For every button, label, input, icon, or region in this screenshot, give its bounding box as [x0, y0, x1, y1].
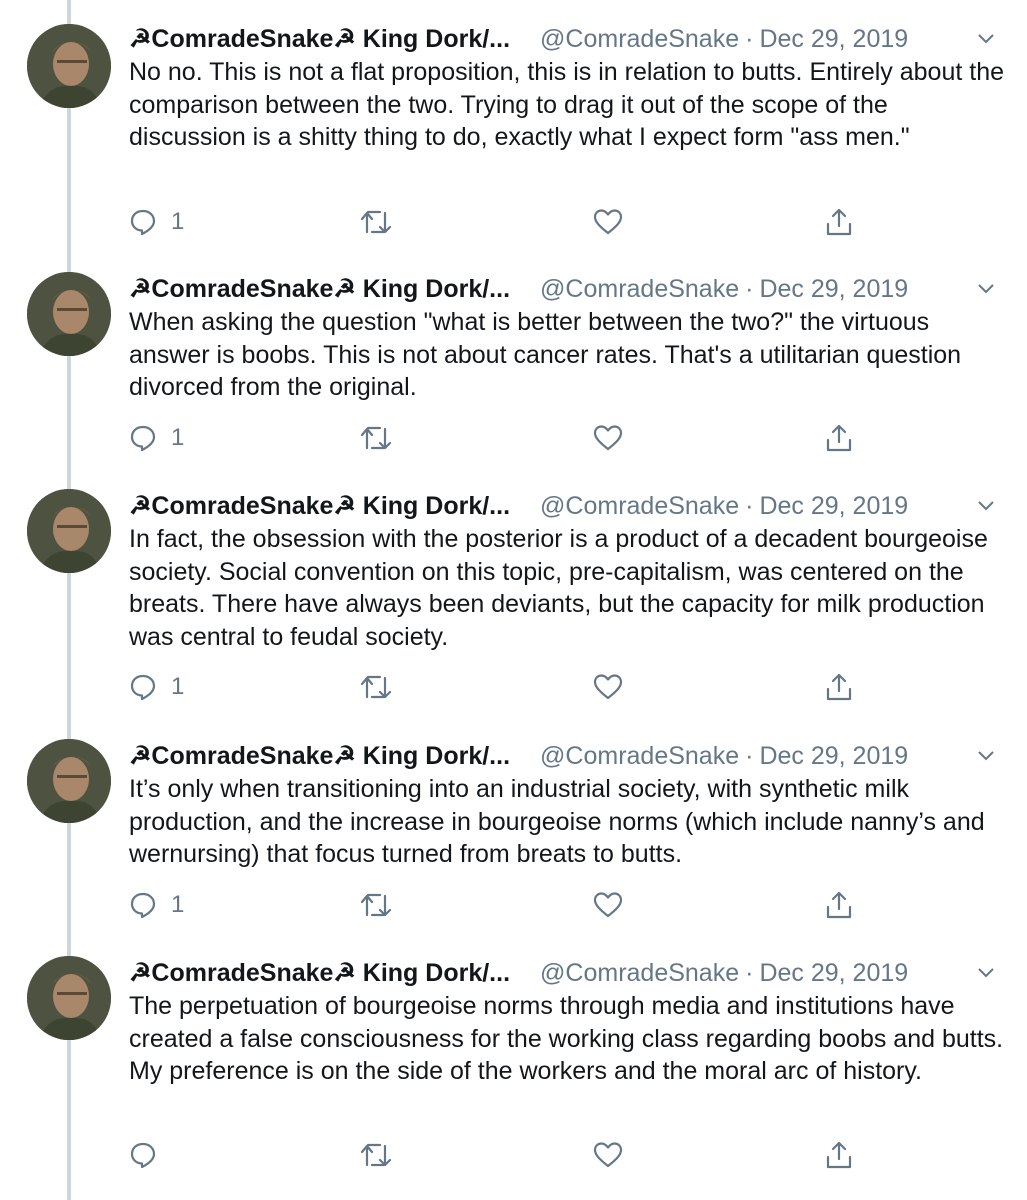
author-name[interactable]: ☭ComradeSnake☭ King Dork/...	[129, 275, 511, 303]
share-icon	[825, 207, 853, 237]
avatar[interactable]	[27, 272, 111, 356]
reply-icon	[129, 891, 157, 919]
tweet-text: The perpetuation of bourgeoise norms through media and institutions have created a false consciousness for the working class regarding boobs and butts. My preference is on the side of the workers and the moral arc of history.	[129, 992, 1004, 1085]
author-name[interactable]: ☭ComradeSnake☭ King Dork/...	[129, 492, 511, 520]
like-button[interactable]	[593, 1135, 623, 1175]
chevron-down-icon[interactable]	[973, 743, 999, 769]
avatar[interactable]	[27, 956, 111, 1040]
retweet-button[interactable]	[360, 885, 392, 925]
retweet-icon	[360, 673, 392, 701]
reply-icon	[129, 673, 157, 701]
tweet-actions	[129, 885, 889, 925]
chevron-down-icon[interactable]	[973, 26, 999, 52]
reply-icon	[129, 208, 157, 236]
like-button[interactable]	[593, 885, 623, 925]
tweet-actions	[129, 202, 889, 242]
separator-dot: ·	[745, 25, 754, 53]
like-icon	[593, 424, 623, 452]
like-button[interactable]	[593, 667, 623, 707]
like-button[interactable]	[593, 418, 623, 458]
tweet-actions	[129, 418, 889, 458]
retweet-button[interactable]	[360, 667, 392, 707]
reply-icon	[129, 1141, 157, 1169]
author-name[interactable]: ☭ComradeSnake☭ King Dork/...	[129, 742, 511, 770]
reply-button[interactable]	[129, 667, 184, 707]
tweet-header	[129, 739, 1009, 773]
tweet-header	[129, 272, 1009, 306]
author-handle[interactable]: @ComradeSnake	[540, 959, 740, 987]
avatar[interactable]	[27, 739, 111, 823]
author-handle[interactable]: @ComradeSnake	[540, 25, 740, 53]
like-icon	[593, 1141, 623, 1169]
tweet-text: It’s only when transitioning into an industrial society, with synthetic milk production, and the increase in bourgeoise norms (which include nanny’s and wernursing) that focus turned from breats to butts.	[129, 775, 985, 868]
tweet-text: In fact, the obsession with the posterior is a product of a decadent bourgeoise society. Social convention on this topic, pre-capitalism, was centered on the breats. There have always been deviants, but the capacity for milk production was central to feudal society.	[129, 525, 988, 651]
author-name[interactable]: ☭ComradeSnake☭ King Dork/...	[129, 959, 511, 987]
avatar[interactable]	[27, 489, 111, 573]
reply-button[interactable]	[129, 202, 184, 242]
share-button[interactable]	[825, 202, 853, 242]
retweet-button[interactable]	[360, 1135, 392, 1175]
author-name[interactable]: ☭ComradeSnake☭ King Dork/...	[129, 25, 511, 53]
chevron-down-icon[interactable]	[973, 960, 999, 986]
retweet-icon	[360, 424, 392, 452]
share-button[interactable]	[825, 418, 853, 458]
tweet-text: When asking the question "what is better between the two?" the virtuous answer is boobs. This is not about cancer rates. That's a utilitarian question divorced from the original.	[129, 308, 962, 401]
separator-dot: ·	[745, 275, 754, 303]
tweet-date[interactable]: Dec 29, 2019	[759, 959, 909, 987]
share-button[interactable]	[825, 667, 853, 707]
author-handle[interactable]: @ComradeSnake	[540, 275, 740, 303]
like-icon	[593, 208, 623, 236]
tweet-header	[129, 489, 1009, 523]
tweet-text: No no. This is not a flat proposition, this is in relation to butts. Entirely about the comparison between the two. Trying to drag it out of the scope of the discussion is a shitty thing to do, exactly what I expect form "ass men."	[129, 58, 1005, 151]
retweet-icon	[360, 208, 392, 236]
retweet-icon	[360, 891, 392, 919]
reply-count: 1	[171, 208, 185, 235]
reply-button[interactable]	[129, 418, 184, 458]
tweet-date[interactable]: Dec 29, 2019	[759, 25, 909, 53]
share-button[interactable]	[825, 1135, 853, 1175]
retweet-button[interactable]	[360, 202, 392, 242]
separator-dot: ·	[745, 959, 754, 987]
retweet-icon	[360, 1141, 392, 1169]
share-icon	[825, 423, 853, 453]
author-handle[interactable]: @ComradeSnake	[540, 742, 740, 770]
tweet-actions	[129, 1135, 889, 1175]
share-icon	[825, 1140, 853, 1170]
tweet-header	[129, 22, 1009, 56]
reply-button[interactable]	[129, 1135, 171, 1175]
tweet-header	[129, 956, 1009, 990]
reply-button[interactable]	[129, 885, 184, 925]
share-icon	[825, 890, 853, 920]
reply-count: 1	[171, 673, 185, 700]
reply-count: 1	[171, 424, 185, 451]
reply-count: 1	[171, 891, 185, 918]
avatar[interactable]	[27, 24, 111, 108]
like-icon	[593, 891, 623, 919]
tweet-date[interactable]: Dec 29, 2019	[759, 742, 909, 770]
like-icon	[593, 673, 623, 701]
reply-icon	[129, 424, 157, 452]
author-handle[interactable]: @ComradeSnake	[540, 492, 740, 520]
tweet-actions	[129, 667, 889, 707]
separator-dot: ·	[745, 742, 754, 770]
retweet-button[interactable]	[360, 418, 392, 458]
share-icon	[825, 672, 853, 702]
chevron-down-icon[interactable]	[973, 276, 999, 302]
tweet-date[interactable]: Dec 29, 2019	[759, 275, 909, 303]
chevron-down-icon[interactable]	[973, 493, 999, 519]
separator-dot: ·	[745, 492, 754, 520]
tweet-date[interactable]: Dec 29, 2019	[759, 492, 909, 520]
share-button[interactable]	[825, 885, 853, 925]
like-button[interactable]	[593, 202, 623, 242]
